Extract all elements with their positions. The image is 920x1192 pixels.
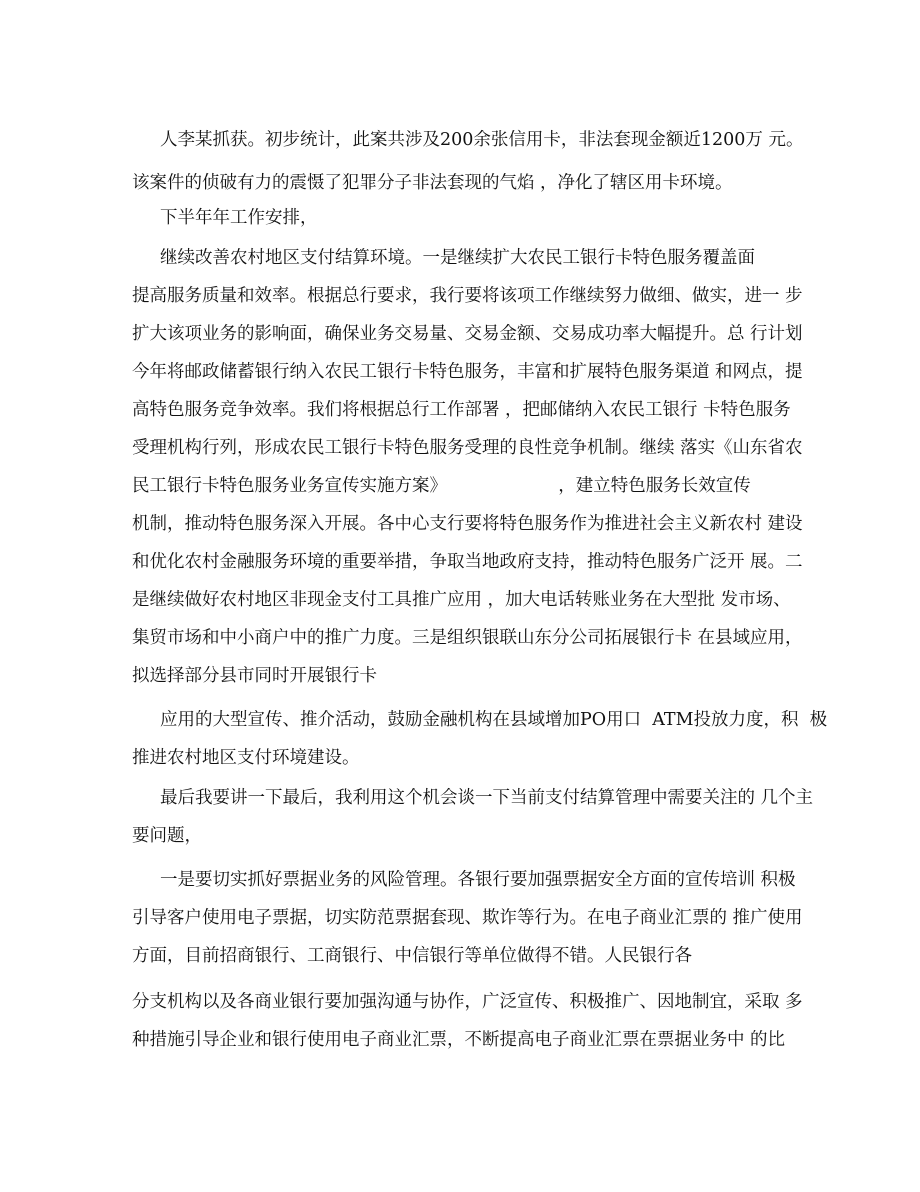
text-line: 是继续做好农村地区非现金支付工具推广应用 ，加大电话转账业务在大型批 发市场、 — [132, 590, 791, 610]
text-line: 要问题， — [132, 826, 202, 846]
text-line: 该案件的侦破有力的震慑了犯罪分子非法套现的气焰 ，净化了辖区用卡环境。 — [132, 173, 733, 193]
text-line: 民工银行卡特色服务业务宣传实施方案》 ，建立特色服务长效宣传 — [132, 476, 751, 496]
text-line: 引导客户使用电子票据，切实防范票据套现、欺诈等行为。在电子商业汇票的 推广使用 — [132, 908, 803, 928]
text-line: 高特色服务竞争效率。我们将根据总行工作部署 ，把邮储纳入农民工银行 卡特色服务 — [132, 400, 791, 420]
text-line: 方面，目前招商银行、工商银行、中信银行等单位做得不错。人民银行各 — [132, 946, 692, 966]
text-line: 推进农村地区支付环境建设。 — [132, 748, 360, 768]
text-line: 最后我要讲一下最后，我利用这个机会谈一下当前支付结算管理中需要关注的 几个主 — [160, 788, 814, 808]
text-line: 人李某抓获。初步统计，此案共涉及200余张信用卡，非法套现金额近1200万 元。 — [160, 130, 804, 150]
text-line: 一是要切实抓好票据业务的风险管理。各银行要加强票据安全方面的宣传培训 积极 — [160, 870, 796, 890]
text-line: 提高服务质量和效率。根据总行要求，我行要将该项工作继续努力做细、做实，进一 步 — [132, 286, 803, 306]
text-line: 和优化农村金融服务环境的重要举措，争取当地政府支持，推动特色服务广泛开 展。二 — [132, 552, 803, 572]
text-line: 今年将邮政储蓄银行纳入农民工银行卡特色服务，丰富和扩展特色服务渠道 和网点，提 — [132, 362, 803, 382]
text-line: 下半年年工作安排， — [160, 208, 318, 228]
text-line: 分支机构以及各商业银行要加强沟通与协作，广泛宣传、积极推广、因地制宜，采取 多 — [132, 992, 803, 1012]
text-line: 受理机构行列，形成农民工银行卡特色服务受理的良性竞争机制。继续 落实《山东省农 — [132, 438, 803, 458]
text-line: 种措施引导企业和银行使用电子商业汇票，不断提高电子商业汇票在票据业务中 的比 — [132, 1030, 786, 1050]
text-line: 拟选择部分县市同时开展银行卡 — [132, 666, 377, 686]
text-line: 机制，推动特色服务深入开展。各中心支行要将特色服务作为推进社会主义新农村 建设 — [132, 514, 803, 534]
text-line: 继续改善农村地区支付结算环境。一是继续扩大农民工银行卡特色服务覆盖面 — [160, 248, 755, 268]
text-line: 集贸市场和中小商户中的推广力度。三是组织银联山东分公司拓展银行卡 在县域应用， — [132, 628, 803, 648]
text-line: 扩大该项业务的影响面，确保业务交易量、交易金额、交易成功率大幅提升。总 行计划 — [132, 324, 803, 344]
text-line: 应用的大型宣传、推介活动，鼓励金融机构在县域增加PO用口 ATM投放力度，积 极 — [160, 710, 828, 730]
